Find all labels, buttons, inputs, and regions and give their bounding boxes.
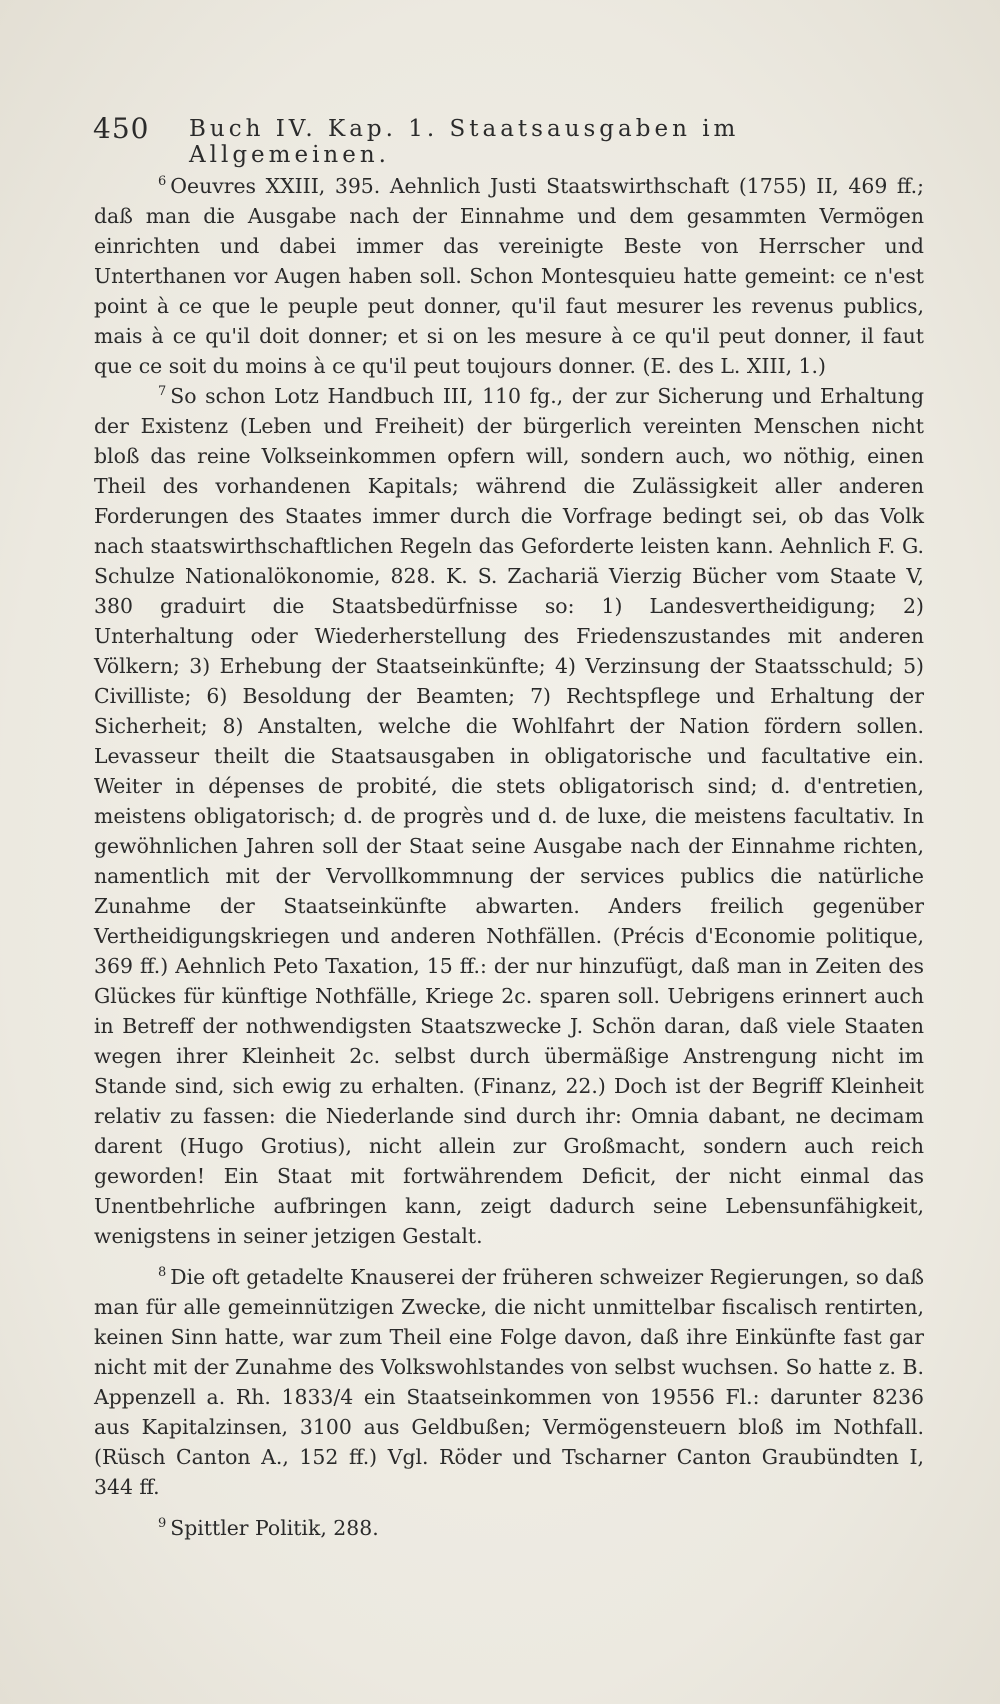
footnote-marker: 6 (158, 174, 167, 190)
footnote-text: Spittler Politik, 288. (170, 1516, 379, 1540)
footnotes (94, 171, 924, 1543)
footnote-marker: 8 (158, 1265, 167, 1281)
footnote-8 (94, 1262, 924, 1502)
footnote-marker: 7 (158, 384, 167, 400)
footnote-9 (94, 1513, 924, 1543)
footnote-7 (94, 381, 924, 1251)
footnote-6 (94, 171, 924, 381)
footnote-text: Oeuvres XXIII, 395. Aehnlich Justi Staatswirthschaft (1755) II, 469 ff.; daß man die Ausgabe nach der Einnahme und dem gesammten Vermögen einrichten und dabei immer das vereinigte Beste von Herrscher und Unterthanen vor Augen haben soll. Schon Montesquieu hatte gemeint: ce n'est point à ce que le peuple peut donner, qu'il faut mesurer les revenus publics, mais à ce qu'il doit donner; et si on les mesure à ce qu'il peut donner, il faut que ce soit du moins à ce qu'il peut toujours donner. (E. des L. XIII, 1.) (94, 174, 924, 378)
running-title: Buch IV. Kap. 1. Staatsausgaben im Allgemeinen. (189, 116, 740, 168)
page-number: 450 (93, 112, 150, 145)
page-header (93, 108, 923, 168)
footnote-marker: 9 (158, 1516, 167, 1532)
footnote-text: So schon Lotz Handbuch III, 110 fg., der zur Sicherung und Erhaltung der Existenz (Leben und Freiheit) der bürgerlich vereinten Menschen nicht bloß das reine Volkseinkommen opfern will, sondern auch, wo nöthig, einen Theil des vorhandenen Kapitals; während die Zulässigkeit aller anderen Forderungen des Staates immer durch die Vorfrage bedingt sei, ob das Volk nach staatswirthschaftlichen Regeln das Geforderte leisten kann. Aehnlich F. G. Schulze Nationalökonomie, 828. K. S. Zachariä Vierzig Bücher vom Staate V, 380 graduirt die Staatsbedürfnisse so: 1) Landesvertheidigung; 2) Unterhaltung oder Wiederherstellung des Friedenszustandes mit anderen Völkern; 3) Erhebung der Staatseinkünfte; 4) Verzinsung der Staatsschuld; 5) Civilliste; 6) Besoldung der Beamten; 7) Rechtspflege und Erhaltung der Sicherheit; 8) Anstalten, welche die Wohlfahrt der Nation fördern sollen. Levasseur theilt die Staatsausgaben in obligatorische und facultative ein. Weiter in dépenses de probité, die stets obligatorisch sind; d. d'entretien, meistens obligatorisch; d. de progrès und d. de luxe, die meistens facultativ. In gewöhnlichen Jahren soll der Staat seine Ausgabe nach der Einnahme richten, namentlich mit der Vervollkommnung der services publics die natürliche Zunahme der Staatseinkünfte abwarten. Anders freilich gegenüber Vertheidigungskriegen und anderen Nothfällen. (Précis d'Economie politique, 369 ff.) Aehnlich Peto Taxation, 15 ff.: der nur hinzufügt, daß man in Zeiten des Glückes für künftige Nothfälle, Kriege 2c. sparen soll. Uebrigens erinnert auch in Betreff der nothwendigsten Staatszwecke J. Schön daran, daß viele Staaten wegen ihrer Kleinheit 2c. selbst durch übermäßige Anstrengung nicht im Stande sind, sich ewig zu erhalten. (Finanz, 22.) Doch ist der Begriff Kleinheit relativ zu fassen: die Niederlande sind durch ihr: Omnia dabant, ne decimam darent (Hugo Grotius), nicht allein zur Großmacht, sondern auch reich geworden! Ein Staat mit fortwährendem Deficit, der nicht einmal das Unentbehrliche aufbringen kann, zeigt dadurch seine Lebensunfähigkeit, wenigstens in seiner jetzigen Gestalt. (94, 384, 924, 1248)
footnote-text: Die oft getadelte Knauserei der früheren schweizer Regierungen, so daß man für alle gemeinnützigen Zwecke, die nicht unmittelbar fiscalisch rentirten, keinen Sinn hatte, war zum Theil eine Folge davon, daß ihre Einkünfte fast gar nicht mit der Zunahme des Volkswohlstandes von selbst wuchsen. So hatte z. B. Appenzell a. Rh. 1833/4 ein Staatseinkommen von 19556 Fl.: darunter 8236 aus Kapitalzinsen, 3100 aus Geldbußen; Vermögensteuern bloß im Nothfall. (Rüsch Canton A., 152 ff.) Vgl. Röder und Tscharner Canton Graubündten I, 344 ff. (94, 1265, 924, 1499)
